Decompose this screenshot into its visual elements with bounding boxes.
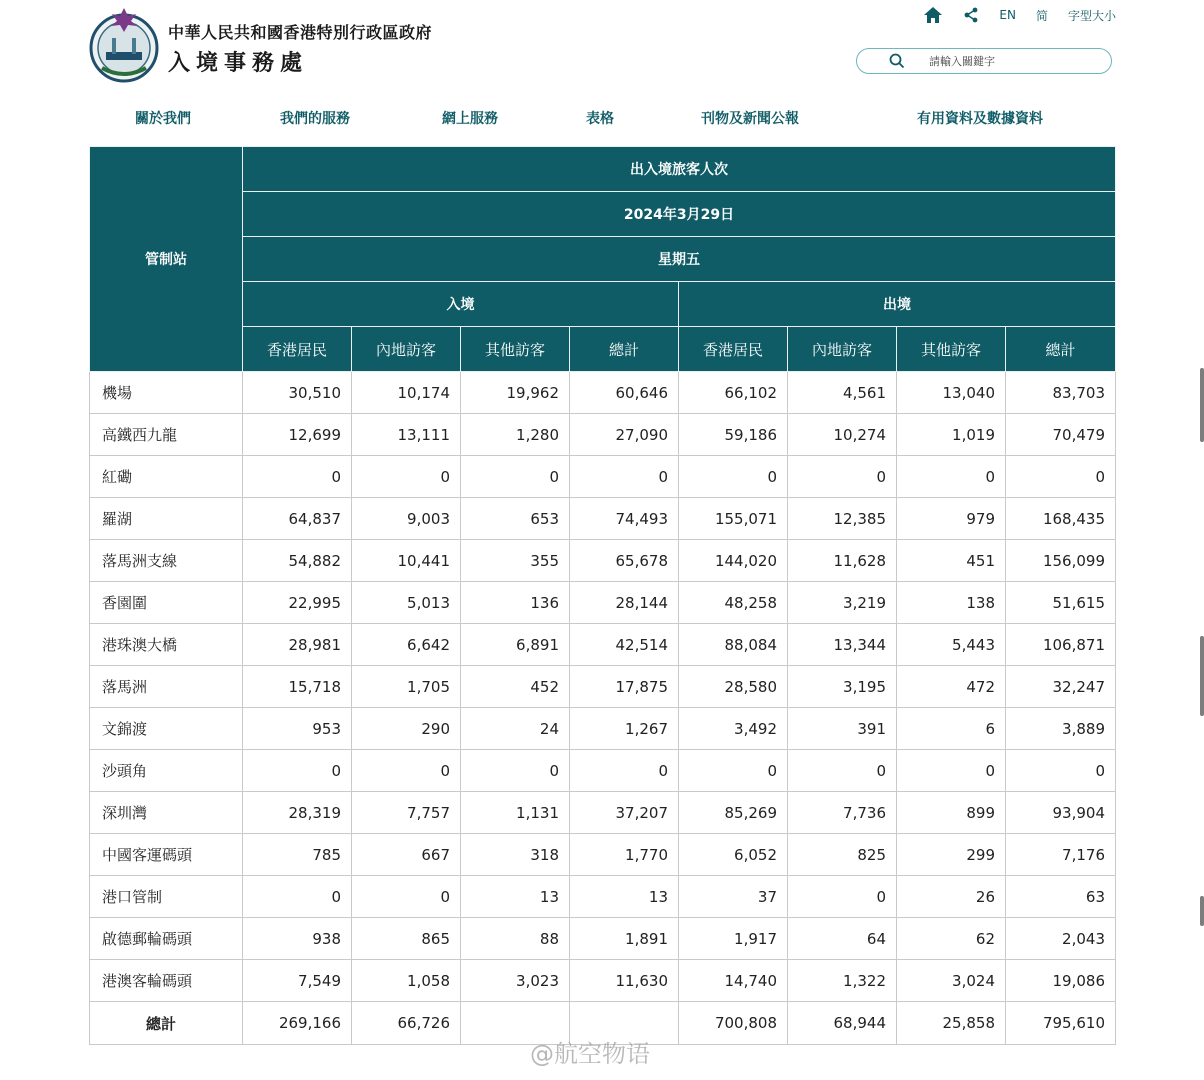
table-row xyxy=(90,414,1116,456)
count-cell: 30,510 xyxy=(243,372,352,414)
control-point-name: 紅磡 xyxy=(90,456,243,498)
count-cell: 318 xyxy=(461,834,570,876)
control-point-name: 總計 xyxy=(90,1002,243,1045)
count-cell: 3,023 xyxy=(461,960,570,1002)
site-header xyxy=(0,0,1204,100)
count-cell: 7,736 xyxy=(788,792,897,834)
count-cell: 66,726 xyxy=(352,1002,461,1045)
count-cell: 0 xyxy=(1006,750,1116,792)
count-cell: 64 xyxy=(788,918,897,960)
count-cell: 93,904 xyxy=(1006,792,1116,834)
nav-our-services[interactable]: 我們的服務 xyxy=(280,111,350,127)
count-cell: 42,514 xyxy=(570,624,679,666)
count-cell: 0 xyxy=(352,876,461,918)
count-cell: 13,111 xyxy=(352,414,461,456)
count-cell: 28,144 xyxy=(570,582,679,624)
count-cell: 66,102 xyxy=(679,372,788,414)
count-cell: 12,385 xyxy=(788,498,897,540)
count-cell: 785 xyxy=(243,834,352,876)
count-cell: 6 xyxy=(897,708,1006,750)
sub-header-cell: 其他訪客 xyxy=(461,327,570,372)
count-cell: 60,646 xyxy=(570,372,679,414)
nav-online-services[interactable]: 網上服務 xyxy=(442,111,498,127)
count-cell: 299 xyxy=(897,834,1006,876)
nav-useful-info[interactable]: 有用資料及數據資料 xyxy=(917,111,1043,127)
table-row xyxy=(90,666,1116,708)
count-cell: 1,019 xyxy=(897,414,1006,456)
count-cell: 0 xyxy=(788,456,897,498)
count-cell: 63 xyxy=(1006,876,1116,918)
count-cell: 7,549 xyxy=(243,960,352,1002)
count-cell: 144,020 xyxy=(679,540,788,582)
search-input[interactable] xyxy=(927,54,1101,69)
table-weekday: 星期五 xyxy=(243,237,1116,282)
lang-sc-link[interactable]: 简 xyxy=(1035,8,1048,23)
sub-header-cell: 總計 xyxy=(570,327,679,372)
count-cell: 13,040 xyxy=(897,372,1006,414)
sub-header-row xyxy=(90,327,1116,372)
font-size-link[interactable]: 字型大小 xyxy=(1067,8,1116,23)
count-cell: 0 xyxy=(897,456,1006,498)
utility-bar xyxy=(923,6,1116,24)
share-icon[interactable] xyxy=(963,7,979,23)
immigration-emblem-logo[interactable] xyxy=(88,6,160,84)
count-cell: 953 xyxy=(243,708,352,750)
count-cell: 0 xyxy=(243,750,352,792)
count-cell: 0 xyxy=(352,456,461,498)
lang-en-link[interactable]: EN xyxy=(999,8,1016,22)
count-cell: 7,176 xyxy=(1006,834,1116,876)
count-cell: 0 xyxy=(461,750,570,792)
count-cell: 106,871 xyxy=(1006,624,1116,666)
count-cell: 3,195 xyxy=(788,666,897,708)
count-cell: 1,131 xyxy=(461,792,570,834)
count-cell: 0 xyxy=(243,456,352,498)
count-cell: 1,770 xyxy=(570,834,679,876)
count-cell: 168,435 xyxy=(1006,498,1116,540)
count-cell: 155,071 xyxy=(679,498,788,540)
count-cell: 88 xyxy=(461,918,570,960)
count-cell: 0 xyxy=(1006,456,1116,498)
count-cell: 0 xyxy=(679,750,788,792)
count-cell: 1,280 xyxy=(461,414,570,456)
passenger-traffic-table xyxy=(89,146,1116,1045)
count-cell: 11,630 xyxy=(570,960,679,1002)
table-row xyxy=(90,456,1116,498)
count-cell: 74,493 xyxy=(570,498,679,540)
control-point-name: 高鐵西九龍 xyxy=(90,414,243,456)
table-row xyxy=(90,750,1116,792)
count-cell: 795,610 xyxy=(1006,1002,1116,1045)
count-cell: 17,875 xyxy=(570,666,679,708)
count-cell: 37,207 xyxy=(570,792,679,834)
count-cell: 865 xyxy=(352,918,461,960)
count-cell: 138 xyxy=(897,582,1006,624)
count-cell: 22,995 xyxy=(243,582,352,624)
count-cell: 938 xyxy=(243,918,352,960)
table-date: 2024年3月29日 xyxy=(243,192,1116,237)
count-cell: 3,219 xyxy=(788,582,897,624)
count-cell: 391 xyxy=(788,708,897,750)
count-cell: 28,981 xyxy=(243,624,352,666)
table-row xyxy=(90,792,1116,834)
count-cell: 667 xyxy=(352,834,461,876)
count-cell: 14,740 xyxy=(679,960,788,1002)
main-nav xyxy=(88,108,1114,134)
count-cell: 5,443 xyxy=(897,624,1006,666)
departure-header: 出境 xyxy=(679,282,1116,327)
sub-header-cell: 其他訪客 xyxy=(897,327,1006,372)
table-title: 出入境旅客人次 xyxy=(243,147,1116,192)
count-cell: 6,642 xyxy=(352,624,461,666)
count-cell: 825 xyxy=(788,834,897,876)
count-cell: 4,561 xyxy=(788,372,897,414)
table-row xyxy=(90,918,1116,960)
count-cell: 9,003 xyxy=(352,498,461,540)
count-cell: 700,808 xyxy=(679,1002,788,1045)
table-body xyxy=(90,372,1116,1045)
home-icon[interactable] xyxy=(923,6,943,24)
count-cell: 25,858 xyxy=(897,1002,1006,1045)
search-box xyxy=(856,48,1112,74)
count-cell: 269,166 xyxy=(243,1002,352,1045)
nav-publications[interactable]: 刊物及新聞公報 xyxy=(701,111,799,127)
count-cell: 32,247 xyxy=(1006,666,1116,708)
table-row xyxy=(90,540,1116,582)
control-point-name: 落馬洲支線 xyxy=(90,540,243,582)
count-cell: 24 xyxy=(461,708,570,750)
control-point-name: 文錦渡 xyxy=(90,708,243,750)
count-cell: 13 xyxy=(461,876,570,918)
table-row xyxy=(90,498,1116,540)
count-cell: 19,962 xyxy=(461,372,570,414)
control-point-name: 機場 xyxy=(90,372,243,414)
count-cell: 0 xyxy=(570,456,679,498)
count-cell: 27,090 xyxy=(570,414,679,456)
table-row xyxy=(90,876,1116,918)
table-row xyxy=(90,834,1116,876)
count-cell: 88,084 xyxy=(679,624,788,666)
count-cell: 70,479 xyxy=(1006,414,1116,456)
count-cell: 59,186 xyxy=(679,414,788,456)
count-cell: 6,891 xyxy=(461,624,570,666)
count-cell: 3,492 xyxy=(679,708,788,750)
count-cell: 5,013 xyxy=(352,582,461,624)
count-cell: 451 xyxy=(897,540,1006,582)
control-point-name: 中國客運碼頭 xyxy=(90,834,243,876)
count-cell: 10,274 xyxy=(788,414,897,456)
count-cell: 28,319 xyxy=(243,792,352,834)
nav-forms[interactable]: 表格 xyxy=(586,111,614,127)
sub-header-cell: 內地訪客 xyxy=(352,327,461,372)
count-cell: 0 xyxy=(897,750,1006,792)
count-cell: 1,705 xyxy=(352,666,461,708)
sub-header-cell: 內地訪客 xyxy=(788,327,897,372)
count-cell: 51,615 xyxy=(1006,582,1116,624)
count-cell: 472 xyxy=(897,666,1006,708)
count-cell: 26 xyxy=(897,876,1006,918)
table-row xyxy=(90,960,1116,1002)
count-cell: 10,174 xyxy=(352,372,461,414)
count-cell: 68,944 xyxy=(788,1002,897,1045)
count-cell: 64,837 xyxy=(243,498,352,540)
count-cell: 0 xyxy=(570,750,679,792)
count-cell: 2,043 xyxy=(1006,918,1116,960)
control-point-name: 港澳客輪碼頭 xyxy=(90,960,243,1002)
control-point-name: 羅湖 xyxy=(90,498,243,540)
scrollbar-thumb[interactable] xyxy=(1200,636,1204,716)
control-point-name: 港珠澳大橋 xyxy=(90,624,243,666)
count-cell: 0 xyxy=(788,750,897,792)
count-cell: 0 xyxy=(243,876,352,918)
sub-header-cell: 香港居民 xyxy=(243,327,352,372)
count-cell: 12,699 xyxy=(243,414,352,456)
count-cell: 0 xyxy=(461,456,570,498)
count-cell: 48,258 xyxy=(679,582,788,624)
count-cell: 13,344 xyxy=(788,624,897,666)
count-cell: 156,099 xyxy=(1006,540,1116,582)
count-cell: 7,757 xyxy=(352,792,461,834)
control-point-name: 啟德郵輪碼頭 xyxy=(90,918,243,960)
scrollbar-thumb[interactable] xyxy=(1200,896,1204,926)
count-cell: 0 xyxy=(788,876,897,918)
count-cell: 62 xyxy=(897,918,1006,960)
table-row xyxy=(90,624,1116,666)
scrollbar-thumb[interactable] xyxy=(1200,368,1204,442)
count-cell: 1,917 xyxy=(679,918,788,960)
sub-header-cell: 總計 xyxy=(1006,327,1116,372)
count-cell: 65,678 xyxy=(570,540,679,582)
government-name: 中華人民共和國香港特別行政區政府 xyxy=(168,23,433,42)
table-row xyxy=(90,372,1116,414)
count-cell: 979 xyxy=(897,498,1006,540)
count-cell: 83,703 xyxy=(1006,372,1116,414)
control-point-header: 管制站 xyxy=(90,147,243,372)
count-cell: 6,052 xyxy=(679,834,788,876)
count-cell: 653 xyxy=(461,498,570,540)
count-cell: 1,891 xyxy=(570,918,679,960)
control-point-name: 沙頭角 xyxy=(90,750,243,792)
control-point-name: 香園圍 xyxy=(90,582,243,624)
count-cell: 19,086 xyxy=(1006,960,1116,1002)
count-cell: 0 xyxy=(679,456,788,498)
count-cell: 355 xyxy=(461,540,570,582)
count-cell: 13 xyxy=(570,876,679,918)
control-point-name: 港口管制 xyxy=(90,876,243,918)
search-icon[interactable] xyxy=(889,53,905,69)
count-cell: 1,267 xyxy=(570,708,679,750)
count-cell: 85,269 xyxy=(679,792,788,834)
count-cell: 290 xyxy=(352,708,461,750)
control-point-name: 深圳灣 xyxy=(90,792,243,834)
sub-header-cell: 香港居民 xyxy=(679,327,788,372)
count-cell: 1,322 xyxy=(788,960,897,1002)
arrival-header: 入境 xyxy=(243,282,679,327)
watermark: @航空物语 xyxy=(530,1040,650,1068)
count-cell: 136 xyxy=(461,582,570,624)
count-cell: 28,580 xyxy=(679,666,788,708)
count-cell: 15,718 xyxy=(243,666,352,708)
count-cell: 0 xyxy=(352,750,461,792)
department-name: 入境事務處 xyxy=(168,51,309,76)
count-cell: 37 xyxy=(679,876,788,918)
count-cell: 11,628 xyxy=(788,540,897,582)
count-cell: 3,889 xyxy=(1006,708,1116,750)
table-row xyxy=(90,582,1116,624)
count-cell: 10,441 xyxy=(352,540,461,582)
control-point-name: 落馬洲 xyxy=(90,666,243,708)
count-cell: 1,058 xyxy=(352,960,461,1002)
count-cell: 452 xyxy=(461,666,570,708)
count-cell: 54,882 xyxy=(243,540,352,582)
table-row xyxy=(90,708,1116,750)
count-cell: 899 xyxy=(897,792,1006,834)
nav-about-us[interactable]: 關於我們 xyxy=(135,111,191,127)
count-cell: 3,024 xyxy=(897,960,1006,1002)
